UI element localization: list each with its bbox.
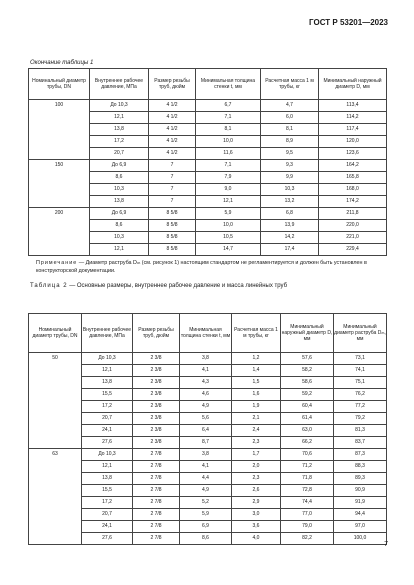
table-cell: 9,3: [261, 160, 319, 172]
table-cell: 4,7: [261, 100, 319, 112]
table1-note: [36, 259, 386, 275]
table-row: [29, 353, 387, 365]
table-cell: 12,1: [90, 244, 149, 256]
table-row: [29, 509, 387, 521]
table-cell: 4,3: [180, 377, 232, 389]
table-row: [29, 497, 387, 509]
table-cell: 2 7/8: [133, 509, 180, 521]
table-cell: 12,1: [82, 461, 133, 473]
table-cell: 8,7: [180, 437, 232, 449]
table-row: [29, 473, 387, 485]
dn-cell: 150: [29, 160, 90, 208]
table-cell: 2,9: [232, 497, 281, 509]
table-cell: 8,6: [180, 533, 232, 545]
table-cell: 6,9: [180, 521, 232, 533]
table-cell: 114,2: [319, 112, 387, 124]
table-cell: 2 3/8: [133, 377, 180, 389]
table-cell: 2 7/8: [133, 497, 180, 509]
table-cell: 58,2: [281, 365, 334, 377]
table-2: [28, 313, 387, 545]
table-row: [29, 413, 387, 425]
table-cell: 8,1: [261, 124, 319, 136]
table-cell: До 6,9: [90, 208, 149, 220]
table-cell: 4 1/2: [149, 148, 196, 160]
table-cell: 2,0: [232, 461, 281, 473]
table-cell: 10,0: [196, 136, 261, 148]
table-cell: 1,5: [232, 377, 281, 389]
dn-cell: 100: [29, 100, 90, 160]
table-cell: 60,4: [281, 401, 334, 413]
table-cell: 113,4: [319, 100, 387, 112]
table-cell: 2,1: [232, 413, 281, 425]
table-cell: 15,5: [82, 389, 133, 401]
table-cell: 9,0: [196, 184, 261, 196]
table-cell: 77,0: [281, 509, 334, 521]
table-cell: 2,3: [232, 473, 281, 485]
table-cell: 3,6: [232, 521, 281, 533]
table-cell: 66,2: [281, 437, 334, 449]
table-row: [29, 100, 387, 112]
table-cell: 81,3: [334, 425, 387, 437]
table-cell: 7,9: [196, 172, 261, 184]
table-cell: 2 3/8: [133, 401, 180, 413]
note-label: Примечание: [36, 260, 78, 266]
table-cell: 2 7/8: [133, 485, 180, 497]
table-row: [29, 485, 387, 497]
table-cell: 13,2: [261, 196, 319, 208]
table-row: [29, 377, 387, 389]
table-row: [29, 461, 387, 473]
table-cell: 73,1: [334, 353, 387, 365]
table-cell: 4,0: [232, 533, 281, 545]
table-cell: 4,4: [180, 473, 232, 485]
table-cell: 2 7/8: [133, 473, 180, 485]
table-cell: 90,9: [334, 485, 387, 497]
table2-header-cell: Внутреннее рабочее давление, МПа: [82, 314, 133, 353]
table-cell: 20,7: [82, 509, 133, 521]
table-cell: 117,4: [319, 124, 387, 136]
table-cell: 2,4: [232, 425, 281, 437]
table-cell: 5,2: [180, 497, 232, 509]
table-cell: 10,3: [90, 184, 149, 196]
table1-header-cell: Размер резьбы труб, дюйм: [149, 69, 196, 100]
table-cell: 4 1/2: [149, 112, 196, 124]
table1-header-cell: Внутреннее рабочее давление, МПа: [90, 69, 149, 100]
note-text: — Диаметр раструба Dₘ (см. рисунок 1) настоящим стандартом не регламентируется и должен быть установлен в конструкторской документации.: [36, 260, 367, 274]
table-cell: До 10,3: [82, 449, 133, 461]
table-cell: 4 1/2: [149, 100, 196, 112]
table2-header-cell: Номинальный диаметр трубы, DN: [29, 314, 82, 353]
table-cell: 4 1/2: [149, 136, 196, 148]
table-cell: 17,2: [90, 136, 149, 148]
table-row: [29, 160, 387, 172]
table-cell: 8,6: [90, 220, 149, 232]
table-cell: 57,6: [281, 353, 334, 365]
table-cell: 168,0: [319, 184, 387, 196]
table-cell: 165,8: [319, 172, 387, 184]
table-cell: 220,0: [319, 220, 387, 232]
table2-header-cell: Минимальный наружный диаметр D, мм: [281, 314, 334, 353]
table-cell: 8 5/8: [149, 244, 196, 256]
table2-header-cell: Размер резьбы труб, дюйм: [133, 314, 180, 353]
table-cell: 7: [149, 172, 196, 184]
table-cell: 10,5: [196, 232, 261, 244]
table-cell: 9,5: [261, 148, 319, 160]
table-cell: 13,8: [90, 124, 149, 136]
table-1: [28, 68, 387, 256]
table-cell: 5,9: [180, 509, 232, 521]
table-cell: 7,1: [196, 160, 261, 172]
table1-continuation-label: Окончание таблицы 1: [30, 60, 94, 66]
table-cell: 3,8: [180, 449, 232, 461]
table-row: [29, 365, 387, 377]
dn-cell: 50: [29, 353, 82, 449]
table2-caption: [30, 283, 287, 289]
table-cell: 17,2: [82, 497, 133, 509]
table-cell: 6,4: [180, 425, 232, 437]
table-cell: До 6,9: [90, 160, 149, 172]
table-cell: 123,6: [319, 148, 387, 160]
table-cell: 79,0: [281, 521, 334, 533]
table-row: [29, 521, 387, 533]
table-cell: 63,0: [281, 425, 334, 437]
table-cell: 12,1: [90, 112, 149, 124]
table-cell: 9,9: [261, 172, 319, 184]
table-cell: 12,1: [82, 365, 133, 377]
table-cell: 94,4: [334, 509, 387, 521]
table-cell: 2 3/8: [133, 389, 180, 401]
table-row: [29, 449, 387, 461]
table-cell: 8,6: [90, 172, 149, 184]
table-cell: 12,1: [196, 196, 261, 208]
table-cell: 10,0: [196, 220, 261, 232]
table2-header-cell: Расчетная масса 1 м трубы, кг: [232, 314, 281, 353]
table-cell: 2 3/8: [133, 365, 180, 377]
dn-cell: 200: [29, 208, 90, 256]
table-cell: 75,1: [334, 377, 387, 389]
standard-designation: ГОСТ Р 53201—2023: [309, 18, 388, 27]
table-cell: 83,7: [334, 437, 387, 449]
table-cell: 4,9: [180, 401, 232, 413]
page-number: 7: [384, 541, 388, 548]
table-cell: 6,0: [261, 112, 319, 124]
table-cell: 24,1: [82, 425, 133, 437]
table-cell: 58,6: [281, 377, 334, 389]
table-cell: 4,1: [180, 365, 232, 377]
table2-label: Таблица 2: [30, 283, 68, 289]
table-cell: 2 3/8: [133, 413, 180, 425]
table-cell: 20,7: [82, 413, 133, 425]
table-cell: 2 3/8: [133, 425, 180, 437]
table-cell: 20,7: [90, 148, 149, 160]
table-cell: 72,8: [281, 485, 334, 497]
table-cell: 76,2: [334, 389, 387, 401]
table-cell: 6,7: [196, 100, 261, 112]
table1-header-cell: Расчетная масса 1 м трубы, кг: [261, 69, 319, 100]
table-cell: 221,0: [319, 232, 387, 244]
table-cell: 1,6: [232, 389, 281, 401]
table-cell: 4,1: [180, 461, 232, 473]
table-cell: 7: [149, 184, 196, 196]
table-cell: 1,9: [232, 401, 281, 413]
table-cell: 82,2: [281, 533, 334, 545]
table-cell: 10,3: [90, 232, 149, 244]
table-cell: 79,2: [334, 413, 387, 425]
table-cell: 87,3: [334, 449, 387, 461]
table-cell: 27,6: [82, 437, 133, 449]
table-row: [29, 389, 387, 401]
table-row: [29, 425, 387, 437]
table-cell: 10,3: [261, 184, 319, 196]
table-row: [29, 208, 387, 220]
table-cell: 61,4: [281, 413, 334, 425]
table-cell: 71,2: [281, 461, 334, 473]
table-cell: 13,8: [90, 196, 149, 208]
table-row: [29, 401, 387, 413]
dn-cell: 63: [29, 449, 82, 545]
table-cell: 8 5/8: [149, 220, 196, 232]
table-cell: 120,0: [319, 136, 387, 148]
table-cell: 8 5/8: [149, 232, 196, 244]
table-cell: 1,7: [232, 449, 281, 461]
table-cell: 13,8: [82, 377, 133, 389]
table2-header-row: [29, 314, 387, 353]
table1-header-cell: Номинальный диаметр трубы, DN: [29, 69, 90, 100]
table-cell: 5,9: [196, 208, 261, 220]
table-cell: 4 1/2: [149, 124, 196, 136]
table-cell: 2 3/8: [133, 353, 180, 365]
table-cell: 7,1: [196, 112, 261, 124]
table-cell: 8 5/8: [149, 208, 196, 220]
table-cell: 14,7: [196, 244, 261, 256]
table-cell: 2 7/8: [133, 449, 180, 461]
table-cell: 14,2: [261, 232, 319, 244]
table-cell: 100,0: [334, 533, 387, 545]
table-cell: 6,8: [261, 208, 319, 220]
table-cell: 2 7/8: [133, 461, 180, 473]
table2-title: — Основные размеры, внутреннее рабочее давление и масса линейных труб: [69, 283, 288, 289]
table2-header-cell: Минимальный диаметр раструба Dₘ, мм: [334, 314, 387, 353]
table-cell: До 10,3: [82, 353, 133, 365]
table-cell: 59,2: [281, 389, 334, 401]
table-cell: 174,2: [319, 196, 387, 208]
table-cell: 77,2: [334, 401, 387, 413]
table2-header-cell: Минимальная толщина стенки t, мм: [180, 314, 232, 353]
table-cell: 2 3/8: [133, 437, 180, 449]
table-cell: 17,4: [261, 244, 319, 256]
table-cell: 164,2: [319, 160, 387, 172]
table-cell: 2,6: [232, 485, 281, 497]
table-cell: 15,5: [82, 485, 133, 497]
table-cell: До 10,3: [90, 100, 149, 112]
table-cell: 11,6: [196, 148, 261, 160]
table-cell: 8,1: [196, 124, 261, 136]
table1-header-row: [29, 69, 387, 100]
table-cell: 74,1: [334, 365, 387, 377]
table-cell: 4,9: [180, 485, 232, 497]
table-cell: 2 7/8: [133, 533, 180, 545]
table-cell: 17,2: [82, 401, 133, 413]
table-cell: 3,0: [232, 509, 281, 521]
table-cell: 4,6: [180, 389, 232, 401]
table-cell: 13,9: [261, 220, 319, 232]
table-cell: 27,6: [82, 533, 133, 545]
table-cell: 2 7/8: [133, 521, 180, 533]
table-cell: 88,3: [334, 461, 387, 473]
table-cell: 2,3: [232, 437, 281, 449]
table-cell: 71,8: [281, 473, 334, 485]
table1-header-cell: Минимальный наружный диаметр D, мм: [319, 69, 387, 100]
table-cell: 7: [149, 196, 196, 208]
table-cell: 89,3: [334, 473, 387, 485]
table-cell: 229,4: [319, 244, 387, 256]
table-cell: 1,2: [232, 353, 281, 365]
table-cell: 211,8: [319, 208, 387, 220]
table1-header-cell: Минимальная толщина стенки t, мм: [196, 69, 261, 100]
table-cell: 7: [149, 160, 196, 172]
table-cell: 1,4: [232, 365, 281, 377]
table-row: [29, 437, 387, 449]
table-cell: 24,1: [82, 521, 133, 533]
table-cell: 3,8: [180, 353, 232, 365]
table-cell: 70,6: [281, 449, 334, 461]
table-cell: 97,0: [334, 521, 387, 533]
table-row: [29, 533, 387, 545]
table-cell: 5,6: [180, 413, 232, 425]
table-cell: 74,4: [281, 497, 334, 509]
table-cell: 13,8: [82, 473, 133, 485]
table-cell: 91,9: [334, 497, 387, 509]
table-cell: 8,9: [261, 136, 319, 148]
